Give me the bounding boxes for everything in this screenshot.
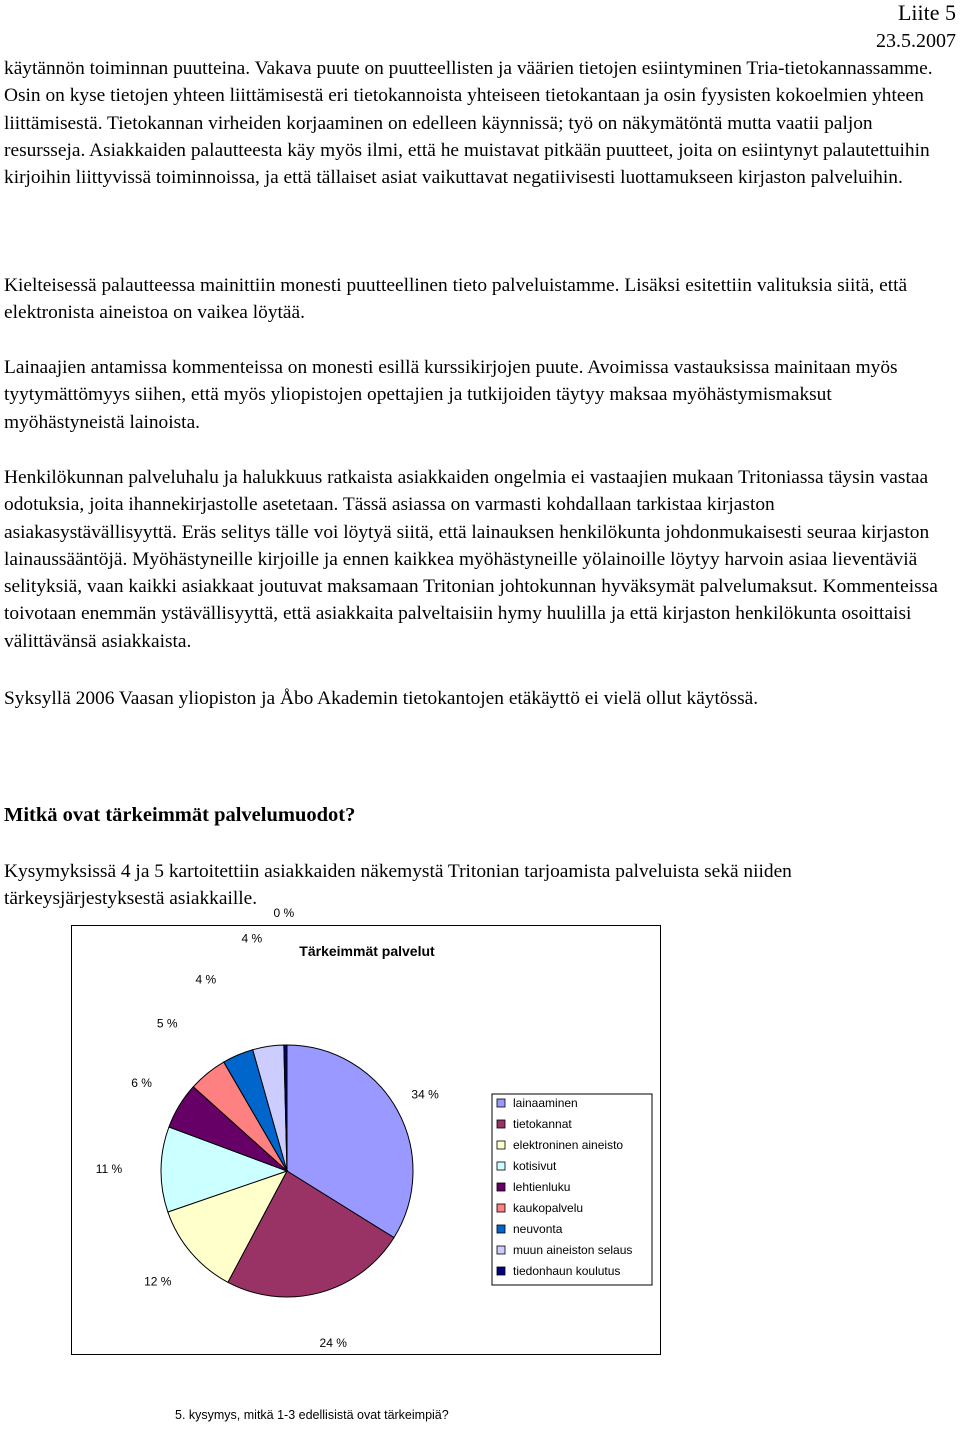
- slice-label-3: 11 %: [95, 1161, 123, 1176]
- section-heading: Mitkä ovat tärkeimmät palvelumuodot?: [4, 804, 356, 826]
- legend-label-0: lainaaminen: [513, 1096, 578, 1110]
- slice-label-5: 5 %: [156, 1016, 178, 1031]
- paragraph-staff-service: Henkilökunnan palveluhalu ja halukkuus ratkaista asiakkaiden ongelmia ei vastaajien mukaan Tritoniassa täysin vastaa odotuksia, joita ihannekirjastolle asetetaan. Tässä asiassa on varmasti kohdallaan tarkistaa kirjaston asiakasystävällisyyttä. Eräs selitys tälle voi löytyä siitä, että lainauksen henkilökunta johdonmukaisesti seuraa kirjaston lainaussääntöjä. Myöhästyneille kirjoille ja ennen kaikkea myöhästyneille yölainoille löytyy harvoin asiaa lieventäviä selityksiä, vaan kaikki asiakkaat joutuvat maksamaan Tritonian johtokunnan hyväksymät palvelumaksut. Kommenteissa toivotaan enemmän ystävällisyyttä, että asiakkaita palveltaisiin hymy huulilla ja että kirjaston henkilökunta osoittaisi välittävänsä asiakkaista.: [4, 467, 938, 652]
- paragraph-database-errors: käytännön toiminnan puutteina. Vakava puute on puutteellisten ja väärien tietojen esiintyminen Tria-tietokannassamme. Osin on kyse tietojen yhteen liittämisestä eri tietokannoista yhteiseen tietokantaan ja osin fyysisten kokoelmien yhteen liittämisestä. Tietokannan virheiden korjaaminen on edelleen käynnissä; työ on näkymätöntä mutta vaatii paljon resursseja. Asiakkaiden palautteesta käy myös ilmi, että he muistavat pitkään puutteet, joita on esiintynyt palautettuihin kirjoihin liittyvissä toiminnoissa, ja että tällaiset asiat vaikuttavat negatiivisesti luottamukseen kirjaston palveluihin.: [4, 58, 933, 189]
- slice-label-8: 0 %: [273, 906, 295, 920]
- legend-swatch-2: [497, 1141, 505, 1149]
- legend-swatch-4: [497, 1183, 505, 1191]
- paragraph-borrower-comments: Lainaajien antamissa kommenteissa on monesti esillä kurssikirjojen puute. Avoimissa vastauksissa mainitaan myös tyytymättömyys siihen, että myös yliopistojen opettajien ja tutkijoiden täytyy maksaa myöhästymismaksut myöhästyneistä lainoista.: [4, 357, 898, 433]
- legend-swatch-1: [497, 1120, 505, 1128]
- chart-title: Tärkeimmät palvelut: [299, 943, 435, 959]
- legend-label-7: muun aineiston selaus: [513, 1243, 633, 1257]
- paragraph-negative-feedback: Kielteisessä palautteessa mainittiin monesti puutteellinen tieto palveluistamme. Lisäksi esitettiin valituksia siitä, että elektronista aineistoa on vaikea löytää.: [4, 275, 908, 324]
- paragraph-questions-intro: Kysymyksissä 4 ja 5 kartoitettiin asiakkaiden näkemystä Tritonian tarjoamista palveluista sekä niiden tärkeysjärjestyksestä asiakkaille.: [4, 861, 792, 910]
- legend-swatch-0: [497, 1099, 505, 1107]
- legend-swatch-7: [497, 1246, 505, 1254]
- slice-label-6: 4 %: [195, 972, 217, 987]
- slice-label-0: 34 %: [411, 1087, 439, 1102]
- pie-chart: [72, 906, 660, 1354]
- slice-label-4: 6 %: [131, 1075, 152, 1090]
- legend-swatch-8: [497, 1267, 505, 1275]
- legend-label-2: elektroninen aineisto: [513, 1138, 624, 1152]
- legend-label-4: lehtienluku: [513, 1180, 571, 1194]
- legend-label-3: kotisivut: [513, 1159, 557, 1173]
- appendix-label: Liite 5: [897, 0, 956, 25]
- legend-swatch-3: [497, 1162, 505, 1170]
- legend-label-1: tietokannat: [513, 1117, 572, 1131]
- pie-chart-frame: [71, 906, 661, 1355]
- paragraph-remote-access: Syksyllä 2006 Vaasan yliopiston ja Åbo Akademin tietokantojen etäkäyttö ei vielä ollut käytössä.: [4, 688, 759, 709]
- legend-label-8: tiedonhaun koulutus: [513, 1264, 621, 1278]
- legend-swatch-5: [497, 1204, 505, 1212]
- document-date: 23.5.2007: [876, 30, 956, 52]
- chart-caption: 5. kysymys, mitkä 1-3 edellisistä ovat tärkeimpiä?: [175, 1408, 449, 1422]
- legend-swatch-6: [497, 1225, 505, 1233]
- slice-label-1: 24 %: [319, 1335, 347, 1350]
- legend-label-5: kaukopalvelu: [513, 1201, 584, 1215]
- slice-label-2: 12 %: [144, 1274, 172, 1289]
- slice-label-7: 4 %: [241, 931, 263, 946]
- legend-label-6: neuvonta: [513, 1222, 563, 1236]
